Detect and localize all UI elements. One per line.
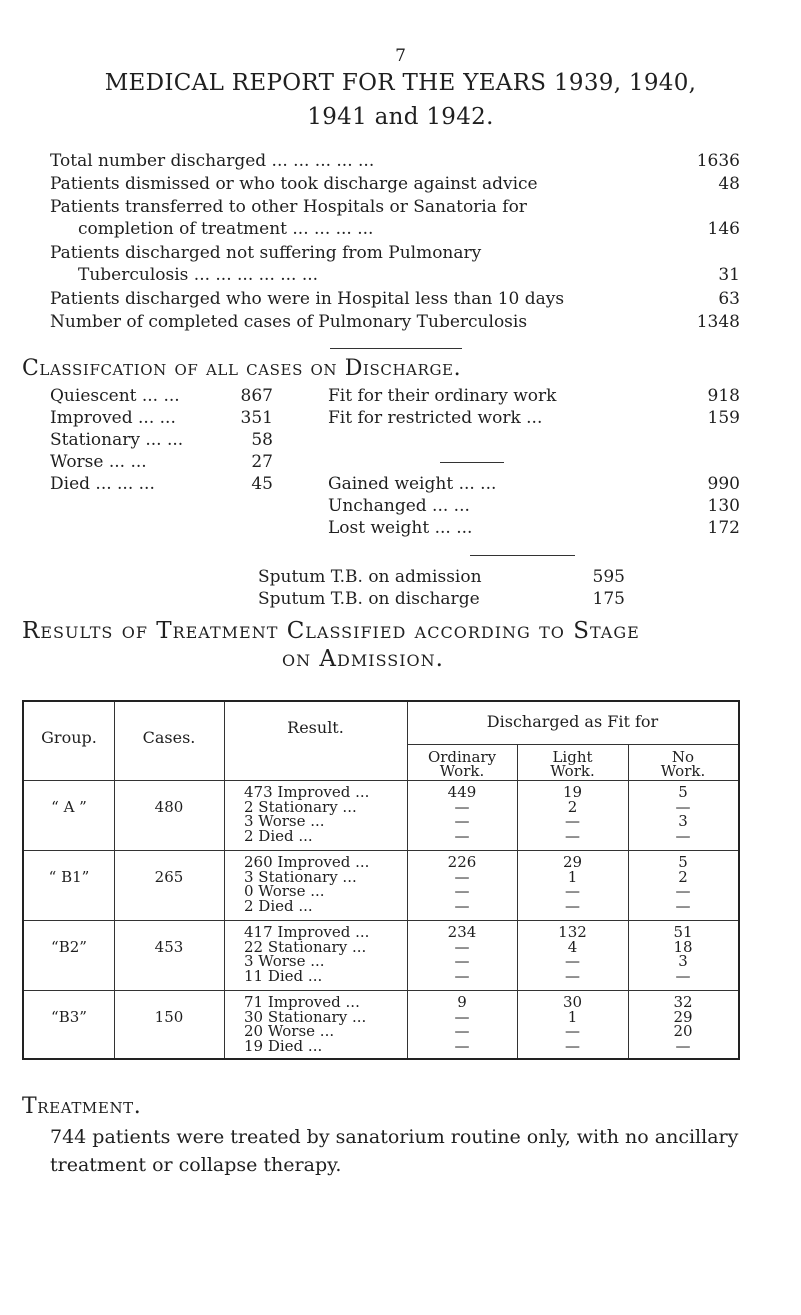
page-number: 7 xyxy=(395,46,406,66)
row-no-work: 29 xyxy=(673,1007,693,1026)
row-ordinary: 449 xyxy=(447,783,477,801)
classification-died-label: Died ... ... ... xyxy=(50,474,155,494)
summary-value: 31 xyxy=(718,265,740,285)
row-no-work: 51 xyxy=(673,923,693,941)
classification-quiescent-value: 867 xyxy=(240,386,273,406)
header-result: Result. xyxy=(287,718,344,737)
row-no-work: 5 xyxy=(678,853,688,871)
row-light: 2 xyxy=(567,797,578,816)
row-cases: 453 xyxy=(154,937,184,956)
row-ordinary: — xyxy=(454,1007,470,1026)
fit-ordinary-value: 918 xyxy=(707,386,740,406)
row-light: 29 xyxy=(562,853,583,871)
row-light: 1 xyxy=(567,1007,578,1026)
row-no-work: — xyxy=(675,826,691,845)
row-result: 19 Died ... xyxy=(244,1036,323,1055)
report-title: MEDICAL REPORT FOR THE YEARS 1939, 1940, xyxy=(104,70,697,96)
classification-worse-label: Worse ... ... xyxy=(50,452,147,472)
row-ordinary: — xyxy=(454,797,470,816)
row-result: 3 Worse ... xyxy=(244,952,325,970)
row-ordinary: — xyxy=(454,896,470,915)
row-light: 132 xyxy=(558,923,587,941)
row-light: — xyxy=(565,966,580,985)
summary-label: Patients transferred to other Hospitals or Sanatoria for xyxy=(50,197,527,217)
row-result: 3 Worse ... xyxy=(244,812,325,830)
row-result: 473 Improved ... xyxy=(244,783,370,801)
row-result: 22 Stationary ... xyxy=(244,937,367,956)
classification-stationary-value: 58 xyxy=(251,430,273,450)
row-no-work: 3 xyxy=(678,812,688,830)
header-no-work: Work. xyxy=(660,762,706,780)
row-ordinary: 9 xyxy=(457,993,467,1011)
table-divider xyxy=(407,744,738,745)
row-group: “ A ” xyxy=(51,797,87,816)
summary-label: Patients dismissed or who took discharge against advice xyxy=(50,174,538,194)
table-divider xyxy=(24,780,738,781)
summary-row-less-10-days xyxy=(50,288,740,310)
row-no-work: — xyxy=(675,882,691,900)
summary-label: Number of completed cases of Pulmonary Tuberculosis xyxy=(50,312,528,332)
summary-value: 146 xyxy=(707,219,740,239)
row-light: — xyxy=(565,1022,580,1040)
results-heading: Results of Treatment Classified according to Stage xyxy=(22,618,640,644)
header-ordinary: Ordinary xyxy=(427,748,497,766)
row-result: 3 Stationary ... xyxy=(244,867,357,886)
summary-label: Patients discharged not suffering from Pulmonary xyxy=(50,243,482,263)
row-no-work: — xyxy=(675,896,691,915)
sputum-divider xyxy=(470,555,575,556)
weight-lost-value: 172 xyxy=(707,518,740,538)
row-ordinary: — xyxy=(454,826,470,845)
table-divider xyxy=(24,990,738,991)
row-ordinary: 234 xyxy=(447,923,477,941)
row-no-work: 20 xyxy=(673,1022,693,1040)
row-light: — xyxy=(565,1036,580,1055)
row-light: 1 xyxy=(567,867,578,886)
header-discharged: Discharged as Fit for xyxy=(486,712,659,731)
weight-unchanged-value: 130 xyxy=(707,496,740,516)
row-light: 30 xyxy=(562,993,583,1011)
summary-value: 1636 xyxy=(696,151,740,171)
classification-improved-label: Improved ... ... xyxy=(50,408,176,428)
classification-stationary-label: Stationary ... ... xyxy=(50,430,184,450)
summary-value: 48 xyxy=(718,174,740,194)
row-light: — xyxy=(565,812,580,830)
treatment-text: 744 patients were treated by sanatorium routine only, with no ancillary treatment or collapse therapy. xyxy=(50,1126,739,1176)
row-no-work: 2 xyxy=(678,867,688,886)
row-ordinary: — xyxy=(454,966,470,985)
row-result: 2 Stationary ... xyxy=(244,797,357,816)
row-ordinary: — xyxy=(454,882,470,900)
row-light: — xyxy=(565,952,580,970)
row-group: “ B1” xyxy=(48,867,90,886)
summary-value: 1348 xyxy=(696,312,740,332)
row-ordinary: 226 xyxy=(447,853,477,871)
row-result: 2 Died ... xyxy=(244,896,313,915)
row-no-work: 3 xyxy=(678,952,688,970)
row-no-work: 5 xyxy=(678,783,688,801)
summary-row-completed xyxy=(50,311,740,333)
row-group: “B2” xyxy=(51,937,87,956)
row-ordinary: — xyxy=(454,1036,470,1055)
classification-improved-value: 351 xyxy=(240,408,273,428)
section-divider xyxy=(330,348,462,349)
row-no-work: 32 xyxy=(673,993,693,1011)
row-ordinary: — xyxy=(454,1022,470,1040)
row-cases: 480 xyxy=(154,797,184,816)
row-result: 71 Improved ... xyxy=(244,993,360,1011)
sputum-admission-label: Sputum T.B. on admission xyxy=(258,567,482,587)
report-title-years: 1941 and 1942. xyxy=(307,104,494,130)
row-light: 19 xyxy=(562,783,583,801)
row-ordinary: — xyxy=(454,812,470,830)
classification-quiescent-label: Quiescent ... ... xyxy=(50,386,180,406)
weight-lost-label: Lost weight ... ... xyxy=(328,518,473,538)
table-divider xyxy=(24,850,738,851)
results-heading-continued: on Admission. xyxy=(282,646,444,672)
row-ordinary: — xyxy=(454,952,470,970)
summary-label-continued: Tuberculosis ... ... ... ... ... ... xyxy=(78,265,319,285)
summary-label: Patients discharged who were in Hospital less than 10 days xyxy=(50,289,565,309)
fit-ordinary-label: Fit for their ordinary work xyxy=(328,386,557,406)
summary-row-dismissed xyxy=(50,173,740,195)
table-divider xyxy=(224,702,225,1058)
row-no-work: — xyxy=(675,1036,691,1055)
header-group: Group. xyxy=(41,728,97,747)
row-result: 260 Improved ... xyxy=(244,853,370,871)
summary-row-transferred xyxy=(50,196,740,240)
row-result: 2 Died ... xyxy=(244,826,313,845)
sputum-admission-value: 595 xyxy=(592,567,625,587)
table-divider xyxy=(24,920,738,921)
fit-restricted-value: 159 xyxy=(707,408,740,428)
treatment-heading: Treatment. xyxy=(22,1094,142,1119)
row-no-work: — xyxy=(675,966,691,985)
row-no-work: 18 xyxy=(673,937,693,956)
summary-label: Total number discharged ... ... ... ... ... xyxy=(50,151,375,171)
row-cases: 150 xyxy=(154,1007,184,1026)
weight-gained-value: 990 xyxy=(707,474,740,494)
header-light-work: Work. xyxy=(550,762,595,780)
results-table xyxy=(22,700,740,1060)
row-group: “B3” xyxy=(51,1007,87,1026)
summary-value: 63 xyxy=(718,289,740,309)
weight-gained-label: Gained weight ... ... xyxy=(328,474,497,494)
sputum-discharge-value: 175 xyxy=(592,589,625,609)
row-no-work: — xyxy=(675,797,691,816)
row-light: — xyxy=(565,896,580,915)
header-cases: Cases. xyxy=(142,728,196,747)
classification-died-value: 45 xyxy=(251,474,273,494)
row-ordinary: — xyxy=(454,937,470,956)
classification-heading: Classifcation of all cases on Discharge. xyxy=(22,356,462,381)
row-cases: 265 xyxy=(154,867,184,886)
row-light: — xyxy=(565,826,580,845)
header-no: No xyxy=(671,748,695,766)
row-light: — xyxy=(565,882,580,900)
summary-label-continued: completion of treatment ... ... ... ... xyxy=(78,219,374,239)
sputum-discharge-label: Sputum T.B. on discharge xyxy=(258,589,480,609)
weight-unchanged-label: Unchanged ... ... xyxy=(328,496,470,516)
classification-worse-value: 27 xyxy=(251,452,273,472)
row-result: 417 Improved ... xyxy=(244,923,370,941)
row-ordinary: — xyxy=(454,867,470,886)
header-ordinary-work: Work. xyxy=(439,762,485,780)
row-result: 30 Stationary ... xyxy=(244,1007,367,1026)
summary-row-not-tb xyxy=(50,242,740,286)
header-light: Light xyxy=(552,748,593,766)
row-result: 11 Died ... xyxy=(244,966,323,985)
row-result: 20 Worse ... xyxy=(244,1022,335,1040)
fit-restricted-label: Fit for restricted work ... xyxy=(328,408,543,428)
summary-row-total xyxy=(50,150,740,172)
classification-divider xyxy=(440,462,504,463)
row-result: 0 Worse ... xyxy=(244,882,325,900)
row-light: 4 xyxy=(567,937,578,956)
